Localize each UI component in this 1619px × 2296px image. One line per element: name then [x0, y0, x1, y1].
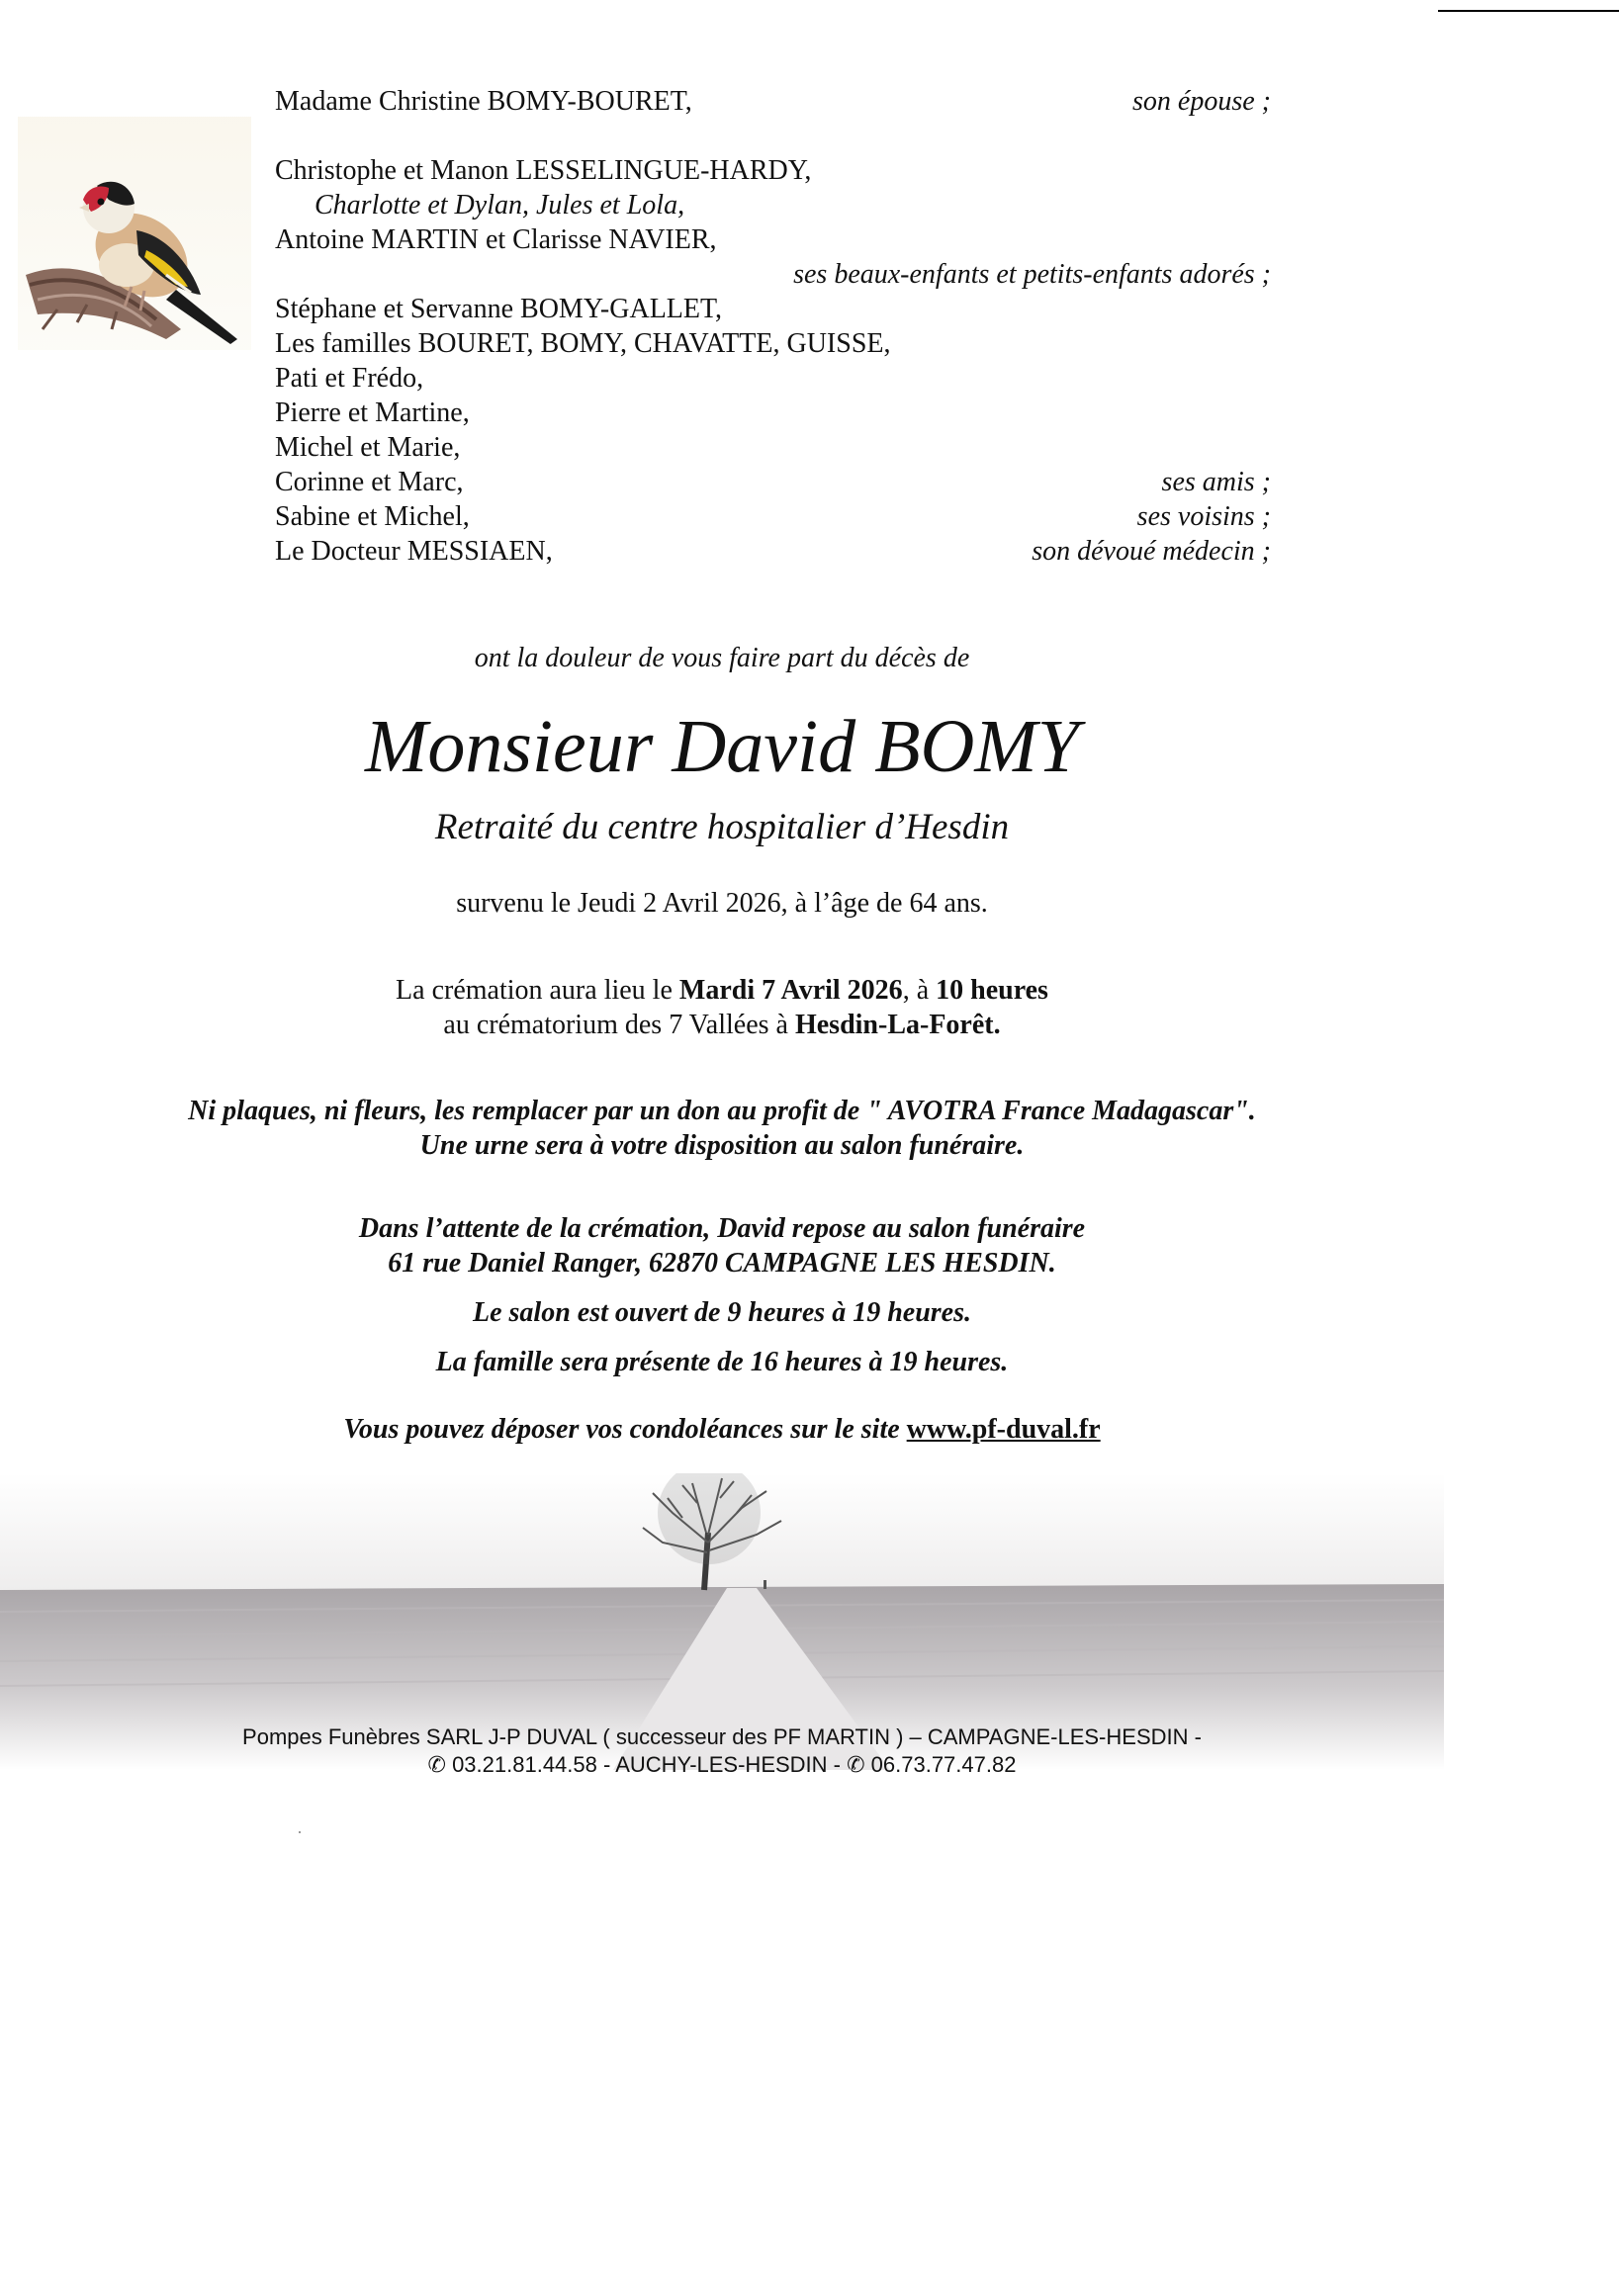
announcement-intro: ont la douleur de vous faire part du décès de — [474, 643, 970, 673]
deceased-subtitle: Retraité du centre hospitalier d’Hesdin — [434, 807, 1010, 847]
website-link[interactable]: www.pf-duval.fr — [906, 1414, 1101, 1445]
stepchildren-relation: ses beaux-enfants et petits-enfants adorés ; — [793, 259, 1271, 290]
spouse-name: Madame Christine BOMY-BOURET, — [275, 86, 692, 117]
family-line-2: Antoine MARTIN et Clarisse NAVIER, — [275, 224, 717, 255]
salon-hours: Le salon est ouvert de 9 heures à 19 heures. — [473, 1297, 971, 1328]
scan-edge-line — [1438, 10, 1619, 12]
donation-line-1: Ni plaques, ni fleurs, les remplacer par un don au profit de " AVOTRA France Madagascar". — [188, 1096, 1256, 1126]
families-line: Les familles BOURET, BOMY, CHAVATTE, GUISSE, — [275, 328, 891, 359]
cremation-line-2 — [0, 1010, 1444, 1041]
goldfinch-image — [18, 117, 251, 350]
condolences-line — [0, 1414, 1444, 1446]
grandchildren-line: Charlotte et Dylan, Jules et Lola, — [315, 190, 685, 221]
footer-phone-line — [0, 1752, 1444, 1778]
phone-icon: ✆ — [427, 1752, 446, 1777]
cremation-text: La crémation aura lieu le — [396, 975, 679, 1006]
phone-number-1: 03.21.81.44.58 - AUCHY-LES-HESDIN - — [445, 1752, 848, 1777]
footer-company-line: Pompes Funèbres SARL J-P DUVAL ( successeur des PF MARTIN ) – CAMPAGNE-LES-HESDIN - — [242, 1724, 1202, 1749]
cremation-date: Mardi 7 Avril 2026 — [678, 975, 903, 1006]
friend-line-1: Pati et Frédo, — [275, 363, 424, 394]
neighbors-line: Sabine et Michel, — [275, 501, 470, 532]
donation-line-2: Une urne sera à votre disposition au salon funéraire. — [419, 1130, 1025, 1161]
doctor-line: Le Docteur MESSIAEN, — [275, 536, 553, 567]
cremation-sep: , à — [902, 975, 937, 1006]
neighbors-relation: ses voisins ; — [1136, 501, 1271, 532]
crematorium-place: Hesdin-La-Forêt. — [794, 1010, 1001, 1040]
spouse-relation: son épouse ; — [1132, 86, 1271, 117]
crematorium-text: au crématorium des 7 Vallées à — [443, 1010, 795, 1040]
scan-speck — [299, 1831, 301, 1833]
friend-line-2: Pierre et Martine, — [275, 397, 470, 428]
cremation-line-1 — [0, 975, 1444, 1007]
salon-line-1: Dans l’attente de la crémation, David repose au salon funéraire — [358, 1213, 1086, 1244]
phone-icon: ✆ — [847, 1752, 865, 1777]
phone-number-2: 06.73.77.47.82 — [864, 1752, 1017, 1777]
cremation-time: 10 heures — [936, 975, 1048, 1006]
death-date-line: survenu le Jeudi 2 Avril 2026, à l’âge de 64 ans. — [456, 888, 988, 919]
family-line-1: Christophe et Manon LESSELINGUE-HARDY, — [275, 155, 812, 186]
salon-address: 61 rue Daniel Ranger, 62870 CAMPAGNE LES HESDIN. — [388, 1248, 1056, 1279]
friend-line-3: Michel et Marie, — [275, 432, 461, 463]
family-line-3: Stéphane et Servanne BOMY-GALLET, — [275, 294, 723, 324]
condolences-text: Vous pouvez déposer vos condoléances sur le site — [343, 1414, 907, 1445]
friends-relation: ses amis ; — [1161, 467, 1271, 497]
doctor-relation: son dévoué médecin ; — [1032, 536, 1271, 567]
friend-line-4: Corinne et Marc, — [275, 467, 464, 497]
deceased-name: Monsieur David BOMY — [365, 705, 1079, 788]
family-presence-hours: La famille sera présente de 16 heures à 19 heures. — [435, 1347, 1009, 1377]
